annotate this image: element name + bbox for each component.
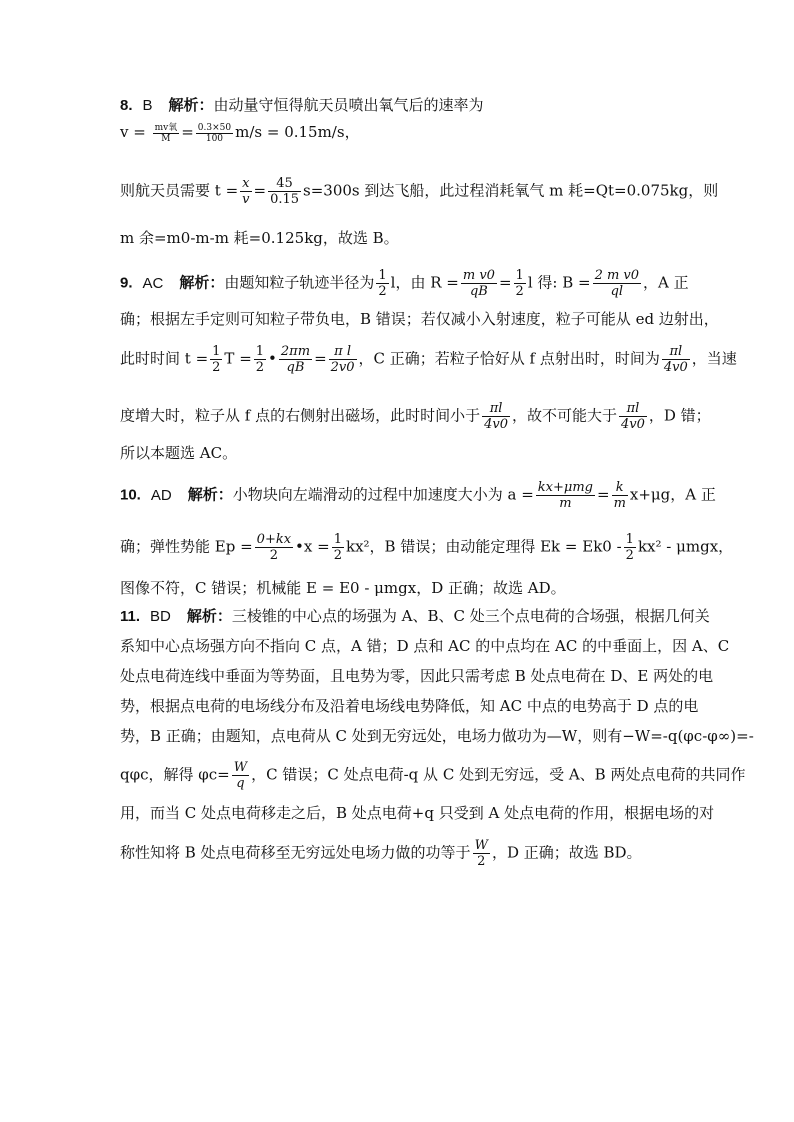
q11-text: 称性知将 B 处点电荷移至无穷远处电场力做的功等于 [120, 843, 471, 862]
q11-text: 势，根据点电荷的电场线分布及沿着电场线电势降低，知 AC 中点的电势高于 D 点的电 [120, 697, 699, 715]
frac-num: W [233, 760, 248, 775]
q11-line-4 [120, 696, 698, 716]
q9-frac [279, 344, 312, 375]
q10-frac [624, 532, 636, 563]
q11-line-6 [120, 760, 745, 791]
frac-den: ql [593, 283, 641, 299]
q9-line-3 [120, 344, 737, 375]
frac-num: 1 [255, 344, 265, 359]
q9-frac [514, 268, 526, 299]
q8-line-4 [120, 228, 399, 248]
q10-frac [332, 532, 344, 563]
frac-den: 2 [255, 547, 293, 563]
q9-frac [254, 344, 266, 375]
q10-frac [536, 480, 595, 511]
q9-text: 确；根据左手定则可知粒子带负电，B 错误；若仅减小入射速度，粒子可能从 ed 边射出， [120, 310, 719, 328]
frac-den: 4v0 [621, 417, 645, 432]
q8-frac-xv [240, 176, 251, 207]
q9-text: 所以本题选 AC。 [120, 444, 238, 462]
q9-label: 解析： [179, 273, 225, 292]
frac-num: x [242, 176, 250, 191]
frac-num: 0.3×50 [197, 122, 232, 133]
q11-number: 11. [120, 608, 141, 625]
q11-frac [473, 838, 490, 869]
frac-den: qB [461, 283, 497, 299]
q8-answer: B [142, 97, 153, 114]
q8-frac-values [196, 123, 233, 144]
q9-frac [376, 268, 388, 299]
q9-text: T = [224, 349, 252, 368]
q10-line-3 [120, 578, 566, 598]
frac-den: m [536, 495, 595, 511]
q9-text: ，D 错； [648, 406, 711, 425]
q8-number: 8. [120, 97, 133, 114]
q11-line-2 [120, 636, 729, 656]
frac-den: 0.15 [270, 192, 300, 207]
q11-line-8 [120, 838, 642, 869]
q9-text: ，故不可能大于 [511, 406, 617, 425]
q8-line-3: 则航天员需要 t = $\frac{x}{v}$ = $\frac{45}{0.15}$ s=300s 到达飞船，此过程消耗氧气 m 耗=Qt=0.075kg，则 [120, 176, 719, 207]
q10-text: kx² - μmgx， [637, 537, 734, 556]
q9-line-5 [120, 443, 237, 463]
frac-num: 2 m v0 [594, 268, 640, 283]
frac-den: q [232, 775, 249, 791]
frac-num: 0+kx [256, 532, 292, 547]
q10-answer: AD [150, 486, 172, 504]
q8-text-1: 由动量守恒得航天员喷出氧气后的速率为 [213, 96, 484, 114]
frac-den: 2 [212, 360, 221, 375]
frac-num: 2πm [280, 344, 311, 359]
frac-num: 1 [333, 532, 342, 547]
frac-num: kx+μmg [537, 480, 593, 495]
q9-text: 此时时间 t = [120, 349, 209, 368]
q11-text: 势，B 正确；由题知，点电荷从 C 处到无穷远处，电场力做功为—W，则有−W=-q(φc-φ∞)=- [120, 727, 754, 745]
frac-num: πl [669, 344, 683, 359]
q10-number: 10. [120, 486, 141, 504]
frac-num: 1 [212, 344, 221, 359]
q8-label: 解析： [168, 96, 214, 114]
frac-den: 2 [473, 853, 490, 869]
q9-text: ，A 正 [643, 273, 689, 292]
q10-text: x+μg，A 正 [629, 485, 716, 504]
q8-line-1 [120, 95, 484, 116]
q9-frac [329, 344, 357, 375]
q11-text: 系知中心点场强方向不指向 C 点，A 错；D 点和 AC 的中点均在 AC 的中垂面上，因 A、C [120, 637, 730, 655]
q11-line-7 [120, 803, 714, 823]
q9-frac [210, 344, 222, 375]
q9-text: ，C 正确；若粒子恰好从 f 点射出时，时间为 [358, 349, 660, 368]
frac-den: 4v0 [484, 417, 508, 432]
q8-frac-mv [153, 123, 180, 144]
q9-text: 由题知粒子轨迹半径为 [224, 273, 375, 292]
q11-text: 用，而当 C 处点电荷移走之后，B 处点电荷+q 只受到 A 处点电荷的作用，根据电场的对 [120, 804, 715, 822]
q9-text: ，当速 [691, 349, 737, 368]
q10-text: = [596, 485, 610, 504]
q8-eq-tail: m/s = 0.15m/s， [235, 123, 360, 141]
frac-den: m [613, 496, 626, 511]
q9-line-4 [120, 401, 711, 432]
q11-text: 处点电荷连线中垂面为等势面，且电势为零，因此只需考虑 B 处点电荷在 D、E 两处的电 [120, 667, 714, 685]
q9-frac [662, 344, 690, 375]
frac-den: 2 [333, 548, 342, 563]
q10-text: •x = [295, 537, 330, 556]
frac-den: 2 [515, 284, 524, 299]
q9-text: = [314, 349, 327, 368]
frac-num: πl [626, 401, 640, 416]
q9-frac [593, 268, 641, 299]
frac-num: mv氧 [154, 122, 178, 133]
q11-answer: BD [150, 608, 171, 625]
q11-line-5 [120, 726, 754, 746]
q11-text: ，D 正确；故选 BD。 [491, 843, 642, 862]
q8-line-2: v = $\frac{\text{mv氧}}{M}$ = $\frac{0.3\times 50}{100}$ m/s = 0.15m/s， [120, 122, 360, 144]
frac-num: π l [334, 344, 351, 359]
frac-den: 2 [378, 284, 387, 299]
q9-text: l，由 R = [390, 273, 459, 292]
q8-text-4: m 余=m0-m-m 耗=0.125kg，故选 B。 [120, 229, 399, 247]
q10-text: kx²，B 错误；由动能定理得 Ek = Ek0 - [345, 537, 622, 556]
q9-text: • [268, 349, 277, 368]
q10-label: 解析： [187, 485, 233, 504]
q10-line-1 [120, 480, 716, 511]
q9-text: 度增大时，粒子从 f 点的右侧射出磁场，此时时间小于 [120, 406, 481, 425]
q10-text: 确；弹性势能 Ep = [120, 537, 253, 556]
q8-frac-45 [268, 176, 301, 207]
q9-line-2 [120, 309, 719, 329]
frac-den: 4v0 [663, 360, 688, 375]
frac-num: 1 [625, 532, 634, 547]
q10-frac [255, 532, 293, 563]
frac-num: m v0 [462, 268, 495, 283]
q11-text: ，C 错误；C 处点电荷-q 从 C 处到无穷远，受 A、B 两处点电荷的共同作 [251, 765, 746, 784]
q9-line-1 [120, 268, 689, 299]
frac-den: 100 [196, 133, 233, 144]
q8-text-3a: 则航天员需要 t = [120, 181, 239, 200]
frac-den: 2v0 [330, 360, 355, 375]
q10-frac [612, 480, 628, 511]
q11-line-3 [120, 666, 713, 686]
q9-frac [619, 401, 647, 432]
frac-num: πl [489, 401, 503, 416]
frac-num: 45 [276, 176, 293, 191]
q9-text: = [498, 273, 512, 292]
frac-den: 2 [625, 548, 634, 563]
frac-num: 1 [515, 268, 524, 283]
q10-text: 小物块向左端滑动的过程中加速度大小为 a = [232, 485, 534, 504]
q10-line-2 [120, 532, 733, 563]
frac-num: k [615, 480, 624, 495]
q11-line-1 [120, 606, 710, 627]
frac-den: v [242, 192, 250, 207]
q8-text-3b: s=300s 到达飞船，此过程消耗氧气 m 耗=Qt=0.075kg，则 [303, 181, 719, 200]
q10-text: 图像不符，C 错误；机械能 E = E0 - μmgx，D 正确；故选 AD。 [120, 579, 566, 597]
q11-text: qφc，解得 φc= [120, 765, 230, 784]
q9-text: l 得: B = [527, 273, 591, 292]
frac-den: 2 [255, 360, 265, 375]
q8-eq-lhs: v = [120, 123, 146, 141]
q9-frac [482, 401, 510, 432]
q11-label: 解析： [186, 607, 232, 625]
frac-den: M [153, 133, 180, 144]
q9-frac [461, 268, 497, 299]
q11-text: 三棱锥的中心点的场强为 A、B、C 处三个点电荷的合场强，根据几何关 [231, 607, 710, 625]
q11-frac [232, 760, 249, 791]
frac-num: W [474, 838, 488, 853]
q9-answer: AC [142, 274, 164, 292]
frac-num: 1 [378, 268, 387, 283]
q9-number: 9. [120, 274, 133, 292]
frac-den: qB [279, 359, 312, 375]
